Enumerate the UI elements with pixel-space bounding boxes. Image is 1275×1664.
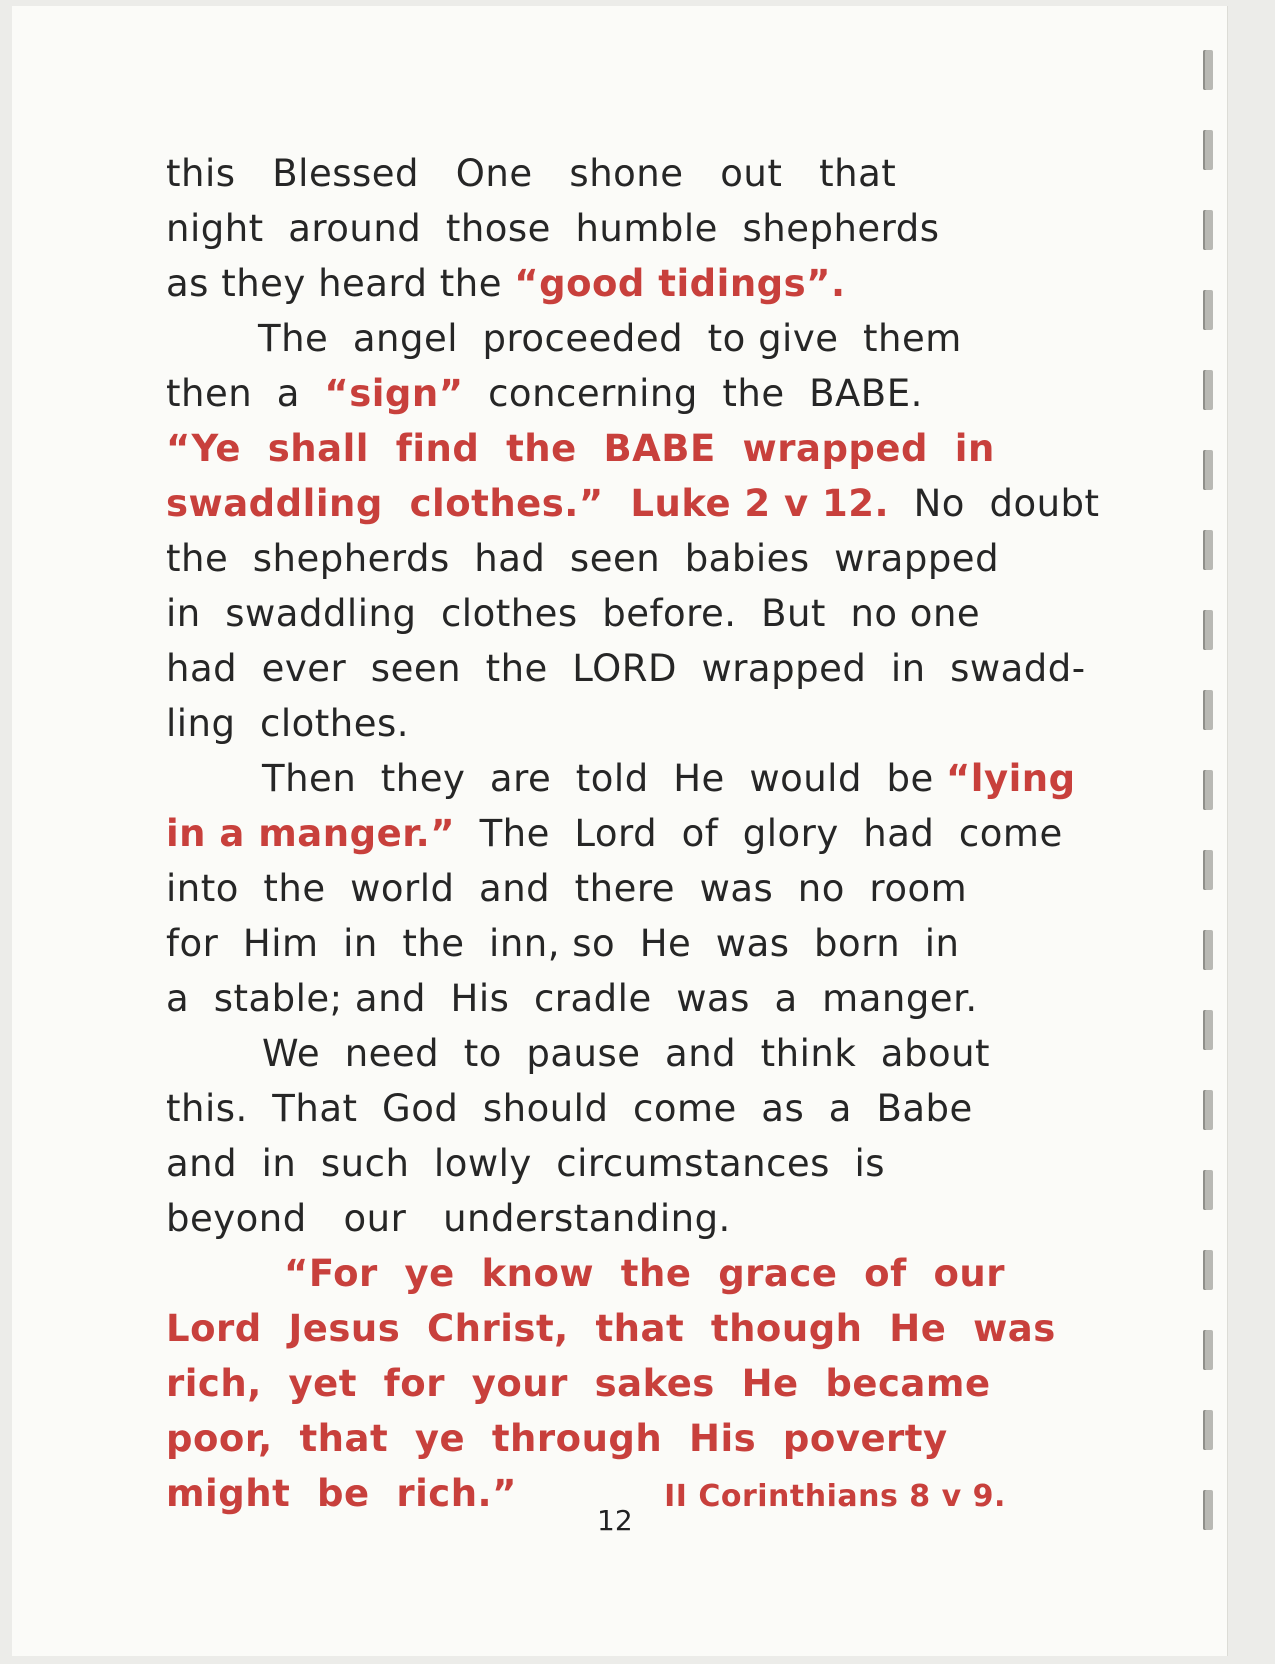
text-line	[166, 256, 1166, 311]
red-emphasis-text: II Corinthians 8 v 9.	[664, 1479, 1006, 1514]
body-text: the shepherds had seen babies wrapped	[166, 537, 1000, 580]
binding-hole	[1203, 930, 1213, 970]
binding-hole	[1203, 1410, 1213, 1450]
red-emphasis-text: in a manger.”	[166, 812, 456, 855]
red-emphasis-text: rich, yet for your sakes He became	[166, 1362, 991, 1405]
binding-hole	[1203, 690, 1213, 730]
body-text: We need to pause and think about	[262, 1032, 991, 1075]
red-emphasis-text: “good tidings”.	[514, 262, 846, 305]
body-text: No doubt	[889, 482, 1100, 525]
body-text: night around those humble shepherds	[166, 207, 940, 250]
body-text: had ever seen the LORD wrapped in swadd-	[166, 647, 1086, 690]
binding-hole	[1203, 50, 1213, 90]
binding-hole	[1203, 1170, 1213, 1210]
body-text: ling clothes.	[166, 702, 410, 745]
text-line	[166, 806, 1166, 861]
binding-hole	[1203, 850, 1213, 890]
body-text	[517, 1472, 664, 1515]
binding-hole	[1203, 370, 1213, 410]
text-line	[166, 1136, 1166, 1191]
binding-hole	[1203, 1250, 1213, 1290]
text-line	[166, 1246, 1166, 1301]
red-emphasis-text: “sign”	[324, 372, 464, 415]
text-line	[166, 971, 1166, 1026]
binding-hole	[1203, 1010, 1213, 1050]
body-text: The Lord of glory had come	[455, 812, 1063, 855]
text-line	[166, 1026, 1166, 1081]
body-text: and in such lowly circumstances is	[166, 1142, 886, 1185]
notebook-page	[12, 6, 1228, 1656]
body-text: this. That God should come as a Babe	[166, 1087, 973, 1130]
body-text: this Blessed One shone out that	[166, 152, 897, 195]
text-line	[166, 696, 1166, 751]
body-text: then a	[166, 372, 325, 415]
binding-hole	[1203, 210, 1213, 250]
binding-hole	[1203, 450, 1213, 490]
binding-hole	[1203, 130, 1213, 170]
binding-hole	[1203, 1090, 1213, 1130]
text-line	[166, 641, 1166, 696]
binding-hole	[1203, 530, 1213, 570]
body-text: concerning the BABE.	[463, 372, 923, 415]
body-text: beyond our understanding.	[166, 1197, 731, 1240]
red-emphasis-text: poor, that ye through His poverty	[166, 1417, 948, 1460]
text-line	[166, 1191, 1166, 1246]
text-line	[166, 1466, 1166, 1521]
text-line	[166, 1411, 1166, 1466]
text-line	[166, 146, 1166, 201]
binding-hole	[1203, 1330, 1213, 1370]
body-text: for Him in the inn, so He was born in	[166, 922, 960, 965]
text-line	[166, 421, 1166, 476]
body-text: into the world and there was no room	[166, 867, 968, 910]
text-line	[166, 586, 1166, 641]
binding-hole	[1203, 1490, 1213, 1530]
red-emphasis-text: Lord Jesus Christ, that though He was	[166, 1307, 1056, 1350]
text-line	[166, 366, 1166, 421]
binding-hole	[1203, 610, 1213, 650]
body-text: a stable; and His cradle was a manger.	[166, 977, 978, 1020]
binding-hole	[1203, 770, 1213, 810]
handwritten-text-body	[166, 146, 1166, 1521]
text-line	[166, 476, 1166, 531]
body-text: Then they are told He would be	[262, 757, 946, 800]
body-text: as they heard the	[166, 262, 515, 305]
red-emphasis-text: might be rich.”	[166, 1472, 517, 1515]
text-line	[166, 1356, 1166, 1411]
text-line	[166, 311, 1166, 366]
body-text: The angel proceeded to give them	[258, 317, 962, 360]
red-emphasis-text: “Ye shall find the BABE wrapped in	[166, 427, 995, 470]
text-line	[166, 751, 1166, 806]
text-line	[166, 201, 1166, 256]
text-line	[166, 916, 1166, 971]
page-number: 12	[597, 1504, 633, 1537]
red-emphasis-text: “lying	[945, 757, 1076, 800]
text-line	[166, 531, 1166, 586]
text-line	[166, 1301, 1166, 1356]
text-line	[166, 1081, 1166, 1136]
spiral-binding-holes	[1183, 6, 1227, 1656]
body-text: in swaddling clothes before. But no one	[166, 592, 981, 635]
red-emphasis-text: swaddling clothes.” Luke 2 v 12.	[166, 482, 890, 525]
red-emphasis-text: “For ye know the grace of our	[284, 1252, 1005, 1295]
binding-hole	[1203, 290, 1213, 330]
text-line	[166, 861, 1166, 916]
